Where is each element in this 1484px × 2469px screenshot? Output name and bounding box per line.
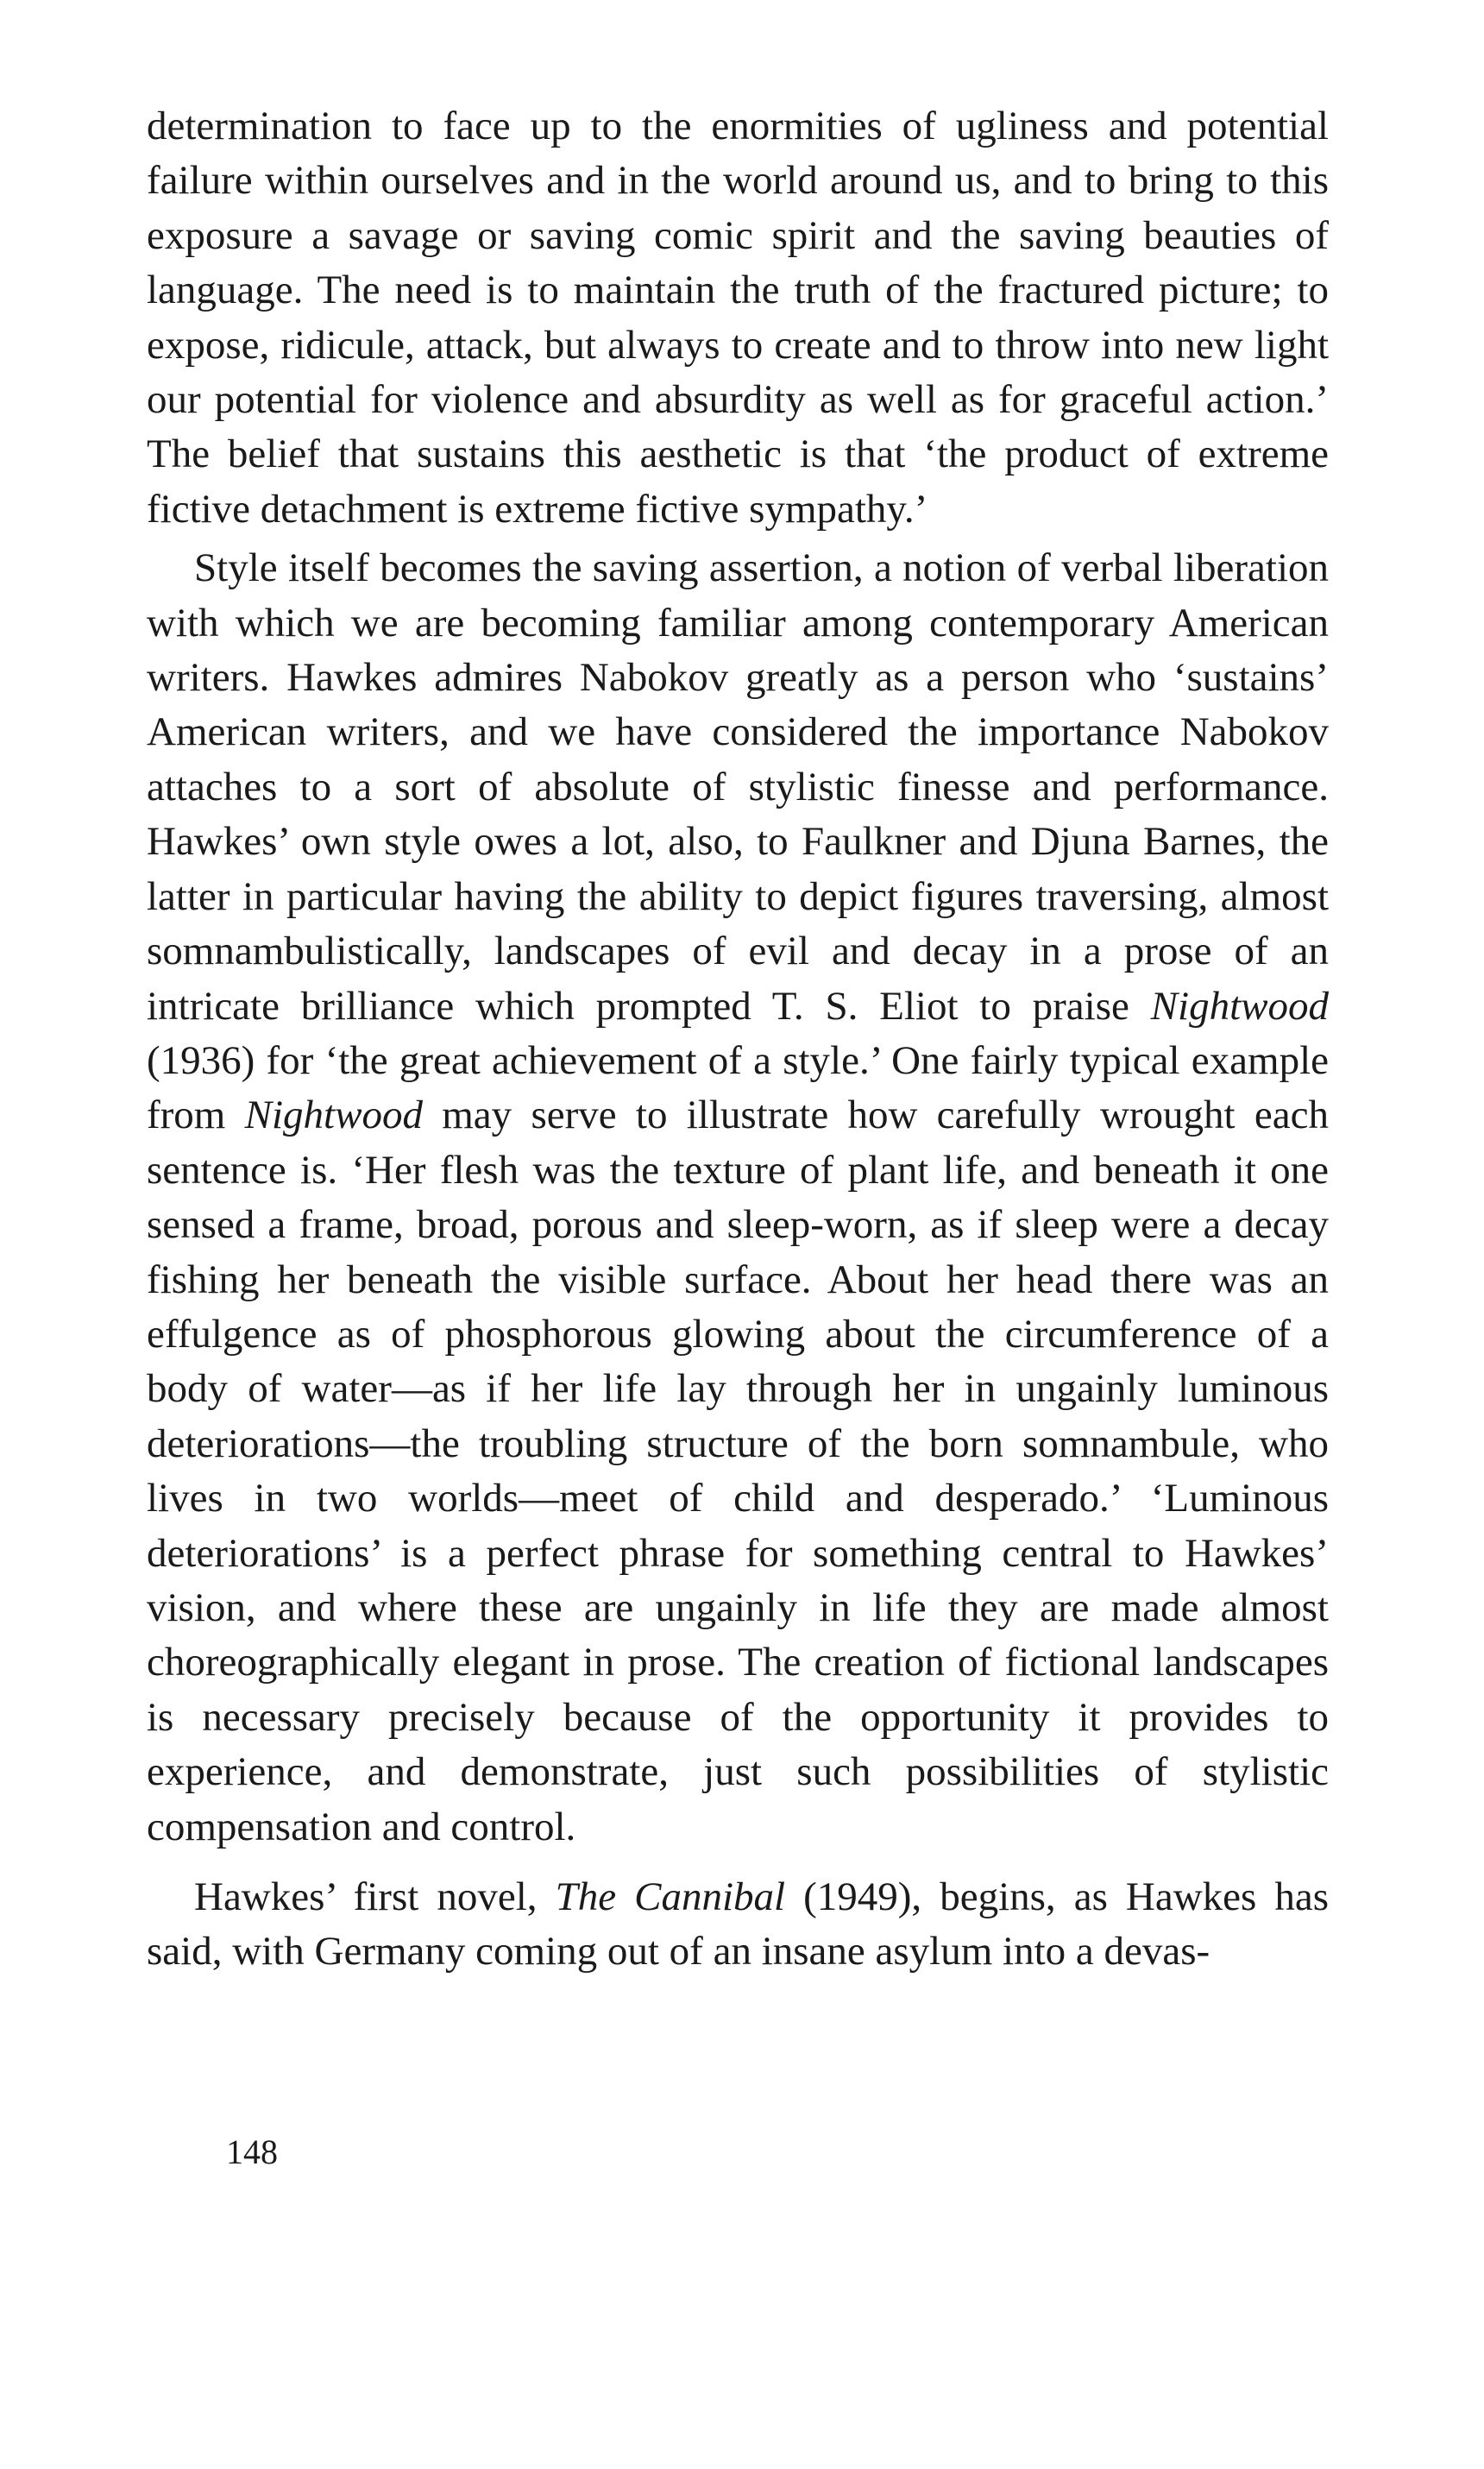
paragraph-2 [147,541,1329,1855]
paragraph-3 [147,1870,1329,1980]
page-number: 148 [226,2132,278,2171]
text-segment: (1949), begins, as Hawkes has said, with Germany coming out of an insane asylum into a devas- [147,1874,1329,1975]
text-segment: Style itself becomes the saving assertion, a notion of verbal liberation with which we are becoming familiar among contemporary American writers. Hawkes admires Nabokov greatly as a person who ‘sustains’ American writers, and we have considered the importance Nabokov attaches to a sort of absolute of stylistic finesse and performance. Hawkes’ own style owes a lot, also, to Faulkner and Djuna Barnes, the latter in particular having the ability to depict figures traversing, almost somnambulistically, landscapes of evil and decay in a prose of an intricate brilliance which prompted T. S. Eliot to praise [147,545,1329,1029]
text-segment: Hawkes’ first novel, [194,1874,556,1919]
text-segment: determination to face up to the enormities of ugliness and potential failure within ourselves and in the world around us, and to bring to this exposure a savage or saving comic spirit and the saving beauties of language. The need is to maintain the truth of the fractured picture; to expose, ridicule, attack, but always to create and to throw into new light our potential for violence and absurdity as well as for graceful action.’ The belief that sustains this aesthetic is that ‘the product of extreme fictive detachment is extreme fictive sympathy.’ [147,104,1329,532]
book-title-italic: Nightwood [1150,983,1329,1029]
body-text [147,99,1329,1980]
text-segment: (1936) for ‘the great achievement of a style.’ One fairly typical example from [147,1037,1329,1138]
book-title-italic: Nightwood [244,1093,423,1138]
text-segment: may serve to illustrate how carefully wrought each sentence is. ‘Her flesh was the texture of plant life, and beneath it one sensed a frame, broad, porous and sleep-worn, as if sleep were a decay fishing her beneath the visible surface. About her head there was an effulgence as of phosphorous glowing about the circumference of a body of water—as if her life lay through her in ungainly luminous deteriorations—the troubling structure of the born somnambule, who lives in two worlds—meet of child and desperado.’ ‘Luminous deteriorations’ is a perfect phrase for something central to Hawkes’ vision, and where these are ungainly in life they are made almost choreographically elegant in prose. The creation of fictional landscapes is necessary precisely because of the opportunity it provides to experience, and demonstrate, just such possibilities of stylistic compensation and control. [147,1093,1329,1849]
book-title-italic: The Cannibal [555,1874,786,1919]
paragraph-1 [147,99,1329,537]
